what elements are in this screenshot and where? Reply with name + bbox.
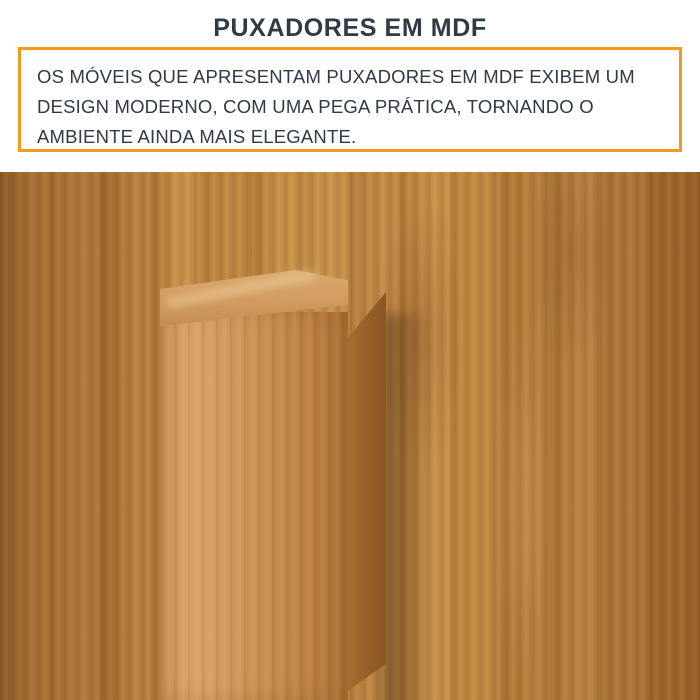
description-box [18,47,682,152]
handle-grain-texture [160,312,348,700]
handle-cast-shadow [382,314,430,700]
handle-front-face [160,312,348,700]
header-section [0,0,700,172]
page-title: PUXADORES EM MDF [213,14,487,42]
mdf-handle [160,270,385,700]
product-photo [0,172,700,700]
description-text: OS MÓVEIS QUE APRESENTAM PUXADORES EM MDF EXIBEM UM DESIGN MODERNO, COM UMA PEGA PRÁTICA, TORNANDO O AMBIENTE AINDA MAIS ELEGANTE. [37,66,635,147]
handle-side-face [346,292,386,692]
panel-left-shading [0,172,170,700]
